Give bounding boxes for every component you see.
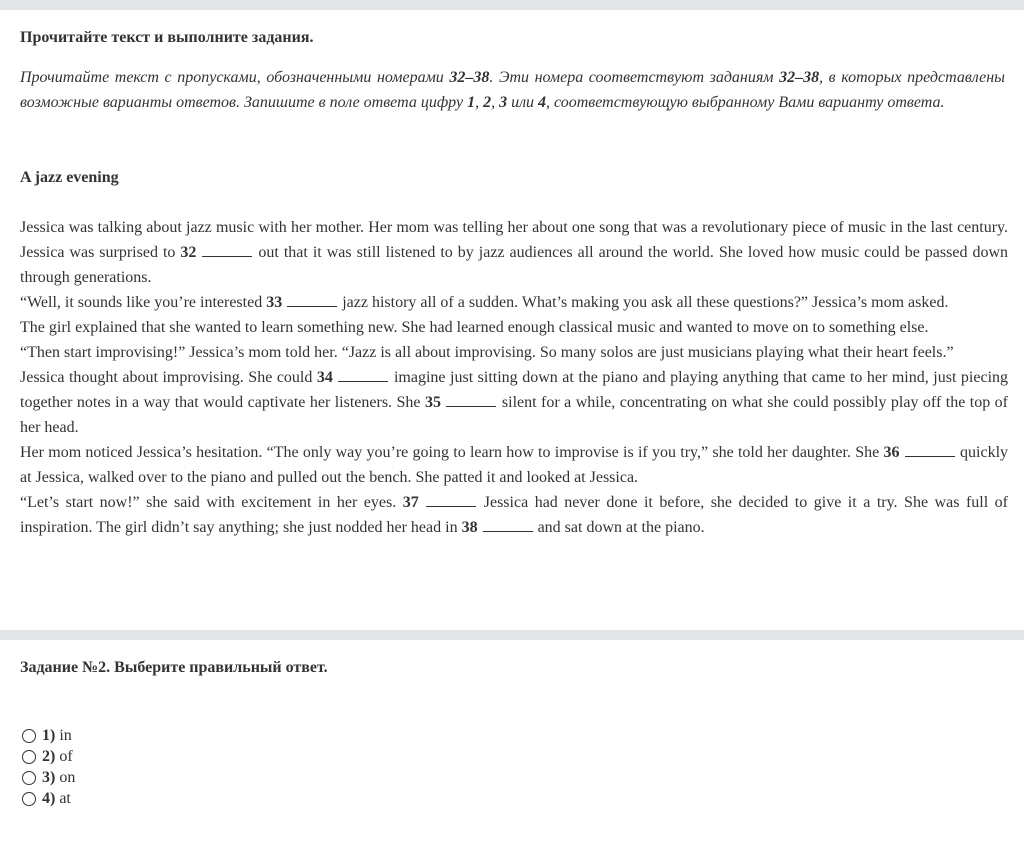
answer-option[interactable]	[22, 746, 75, 767]
instr-digit: 2	[483, 94, 492, 111]
gap-number: 32	[180, 244, 197, 261]
story-text-segment: “Let’s start now!” she said with excitement in her eyes.	[20, 494, 403, 511]
story-text-segment: quickly at Jessica, walked over to the piano and pulled out the bench. She patted it and looked at Jessica.	[20, 444, 1009, 486]
story-text-segment: Jessica had never done it before, she decided to give it a try. She was full of inspiration. The girl didn’t say anything; she just nodded her head in	[20, 494, 1009, 536]
story-paragraph	[20, 340, 1008, 365]
story-text	[20, 215, 1008, 540]
radio-button[interactable]	[22, 792, 36, 806]
instr-digit: 3	[499, 94, 508, 111]
story-text-segment: Jessica thought about improvising. She could	[20, 369, 317, 386]
radio-button[interactable]	[22, 750, 36, 764]
answer-option[interactable]	[22, 725, 75, 746]
instr-range: 32–38	[449, 69, 490, 86]
gap-blank	[905, 442, 955, 457]
answer-option[interactable]	[22, 767, 75, 788]
answer-option[interactable]	[22, 788, 75, 809]
gap-number: 34	[316, 369, 333, 386]
story-title: A jazz evening	[20, 169, 119, 186]
story-text-segment: jazz history all of a sudden. What’s making you ask all these questions?” Jessica’s mom asked.	[338, 294, 949, 311]
instr-text: или	[507, 94, 539, 111]
instr-text: , в которых представлены возможные варианты ответов. Запишите в поле ответа цифру	[20, 69, 1006, 111]
option-number: 3)	[42, 769, 56, 786]
story-text-segment: The girl explained that she wanted to learn something new. She had learned enough classical music and wanted to move on to something else.	[20, 319, 929, 336]
option-text: of	[59, 748, 73, 765]
instr-digit: 4	[538, 94, 547, 111]
story-paragraph	[20, 315, 1008, 340]
story-paragraph	[20, 440, 1008, 490]
story-text-segment: “Well, it sounds like you’re interested	[20, 294, 267, 311]
gap-number: 33	[266, 294, 283, 311]
instr-text: ,	[491, 94, 500, 111]
gap-blank	[287, 292, 337, 307]
story-text-segment: out that it was still listened to by jazz audiences all around the world. She loved how music could be passed down through generations.	[20, 244, 1009, 286]
story-paragraph	[20, 490, 1008, 540]
gap-number: 38	[461, 519, 478, 536]
answer-options	[22, 725, 75, 809]
gap-blank	[426, 492, 476, 507]
gap-blank	[202, 242, 252, 257]
instr-digit: 1	[467, 94, 476, 111]
gap-number: 37	[402, 494, 419, 511]
instr-text: . Эти номера соответствуют заданиям	[489, 69, 780, 86]
option-text: on	[59, 769, 76, 786]
instructions	[20, 65, 1005, 115]
task-title: Задание №2. Выберите правильный ответ.	[20, 659, 328, 676]
gap-blank	[446, 392, 496, 407]
option-number: 1)	[42, 727, 56, 744]
story-text-segment: silent for a while, concentrating on what she could possibly play off the top of her head.	[20, 394, 1009, 436]
story-paragraph	[20, 290, 1008, 315]
gap-blank	[483, 517, 533, 532]
gap-number: 36	[883, 444, 900, 461]
option-number: 2)	[42, 748, 56, 765]
section-divider	[0, 630, 1024, 640]
story-text-segment: Her mom noticed Jessica’s hesitation. “The only way you’re going to learn how to improvise is if you try,” she told her daughter. She	[20, 444, 884, 461]
instr-text: ,	[475, 94, 484, 111]
instr-text: , соответствующую выбранному Вами варианту ответа.	[546, 94, 945, 111]
gap-blank	[338, 367, 388, 382]
story-text-segment: Jessica was talking about jazz music with her mother. Her mom was telling her about one song that was a revolutionary piece of music in the last century. Jessica was surprised to	[20, 219, 1008, 261]
gap-number: 35	[424, 394, 441, 411]
story-paragraph	[20, 215, 1008, 290]
top-divider	[0, 0, 1024, 10]
instr-text: Прочитайте текст с пропусками, обозначенными номерами	[20, 69, 450, 86]
instr-range: 32–38	[779, 69, 820, 86]
radio-button[interactable]	[22, 771, 36, 785]
story-text-segment: and sat down at the piano.	[533, 519, 705, 536]
option-text: in	[59, 727, 72, 744]
story-text-segment: “Then start improvising!” Jessica’s mom told her. “Jazz is all about improvising. So many solos are just musicians playing what their heart feels.”	[20, 344, 954, 361]
story-paragraph	[20, 365, 1008, 440]
page-title: Прочитайте текст и выполните задания.	[20, 29, 314, 46]
radio-button[interactable]	[22, 729, 36, 743]
story-text-segment: imagine just sitting down at the piano and playing anything that came to her mind, just piecing together notes in a way that would captivate her listeners. She	[20, 369, 1009, 411]
option-text: at	[59, 790, 71, 807]
option-number: 4)	[42, 790, 56, 807]
